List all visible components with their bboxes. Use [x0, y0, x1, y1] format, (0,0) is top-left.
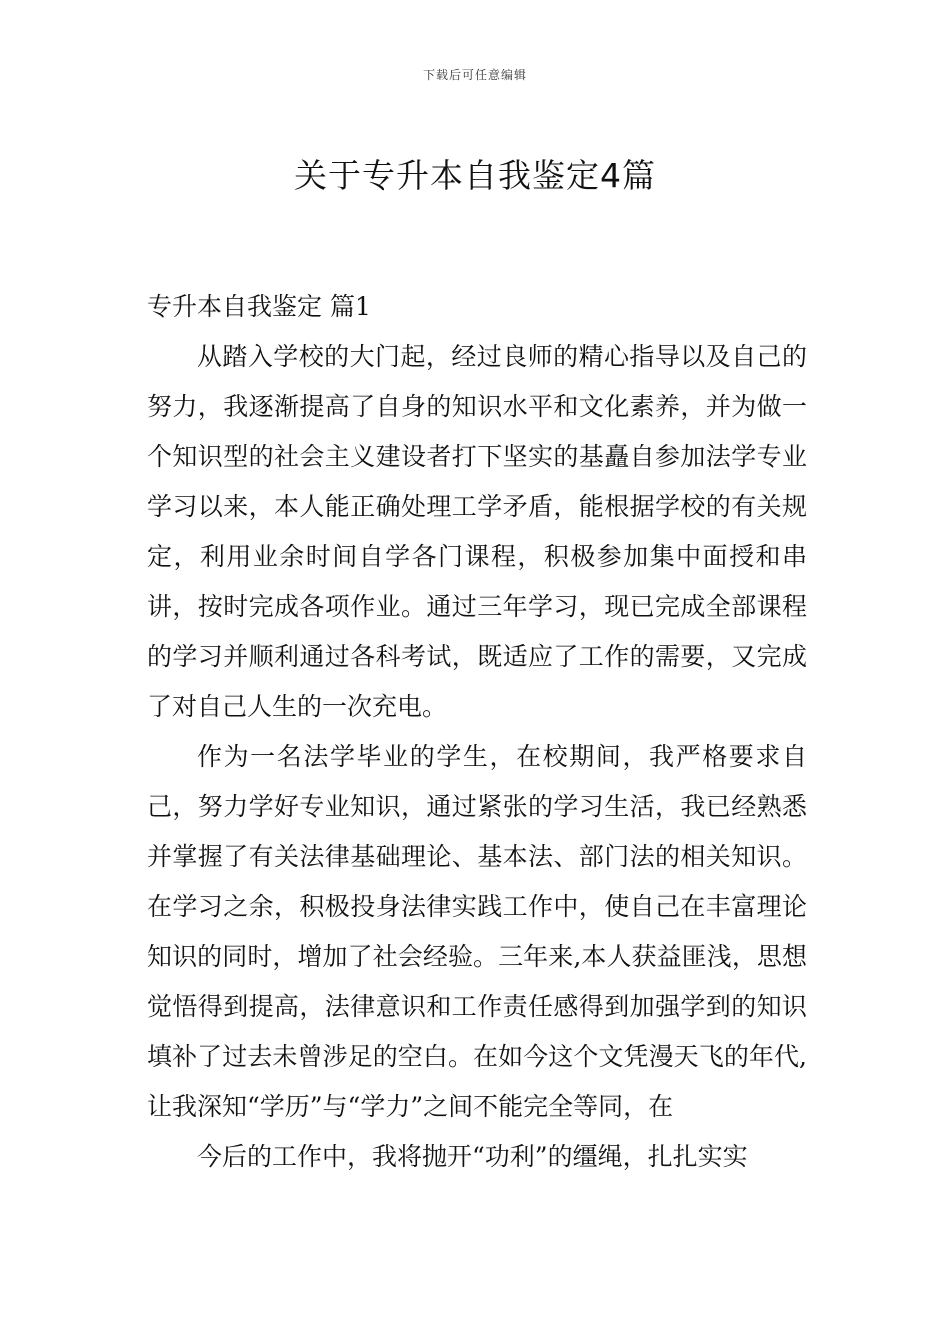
document-body — [147, 282, 807, 1182]
header-note: 下载后可任意编辑 — [422, 68, 527, 82]
paragraph-3: 今后的工作中，我将抛开“功利”的缰绳，扎扎实实 — [197, 1142, 748, 1171]
document-title: 关于专升本自我鉴定4篇 — [294, 156, 656, 196]
section-heading: 专升本自我鉴定 篇1 — [147, 292, 371, 321]
paragraph-2: 作为一名法学毕业的学生，在校期间，我严格要求自己，努力学好专业知识，通过紧张的学习生活，我已经熟悉并掌握了有关法律基础理论、基本法、部门法的相关知识。在学习之余，积极投身法律实践工作中，使自己在丰富理论知识的同时，增加了社会经验。三年来,本人获益匪浅，思想觉悟得到提高，法律意识和工作责任感得到加强学到的知识填补了过去未曾涉足的空白。在如今这个文凭漫天飞的年代,让我深知“学历”与“学力”之间不能完全等同，在 — [147, 742, 807, 1121]
paragraph-1: 从踏入学校的大门起，经过良师的精心指导以及自己的努力，我逐渐提高了自身的知识水平和文化素养，并为做一个知识型的社会主义建设者打下坚实的基矗自参加法学专业学习以来，本人能正确处理工学矛盾，能根据学校的有关规定，利用业余时间自学各门课程，积极参加集中面授和串讲，按时完成各项作业。通过三年学习，现已完成全部课程的学习并顺利通过各科考试，既适应了工作的需要，又完成了对自己人生的一次充电。 — [147, 342, 807, 721]
